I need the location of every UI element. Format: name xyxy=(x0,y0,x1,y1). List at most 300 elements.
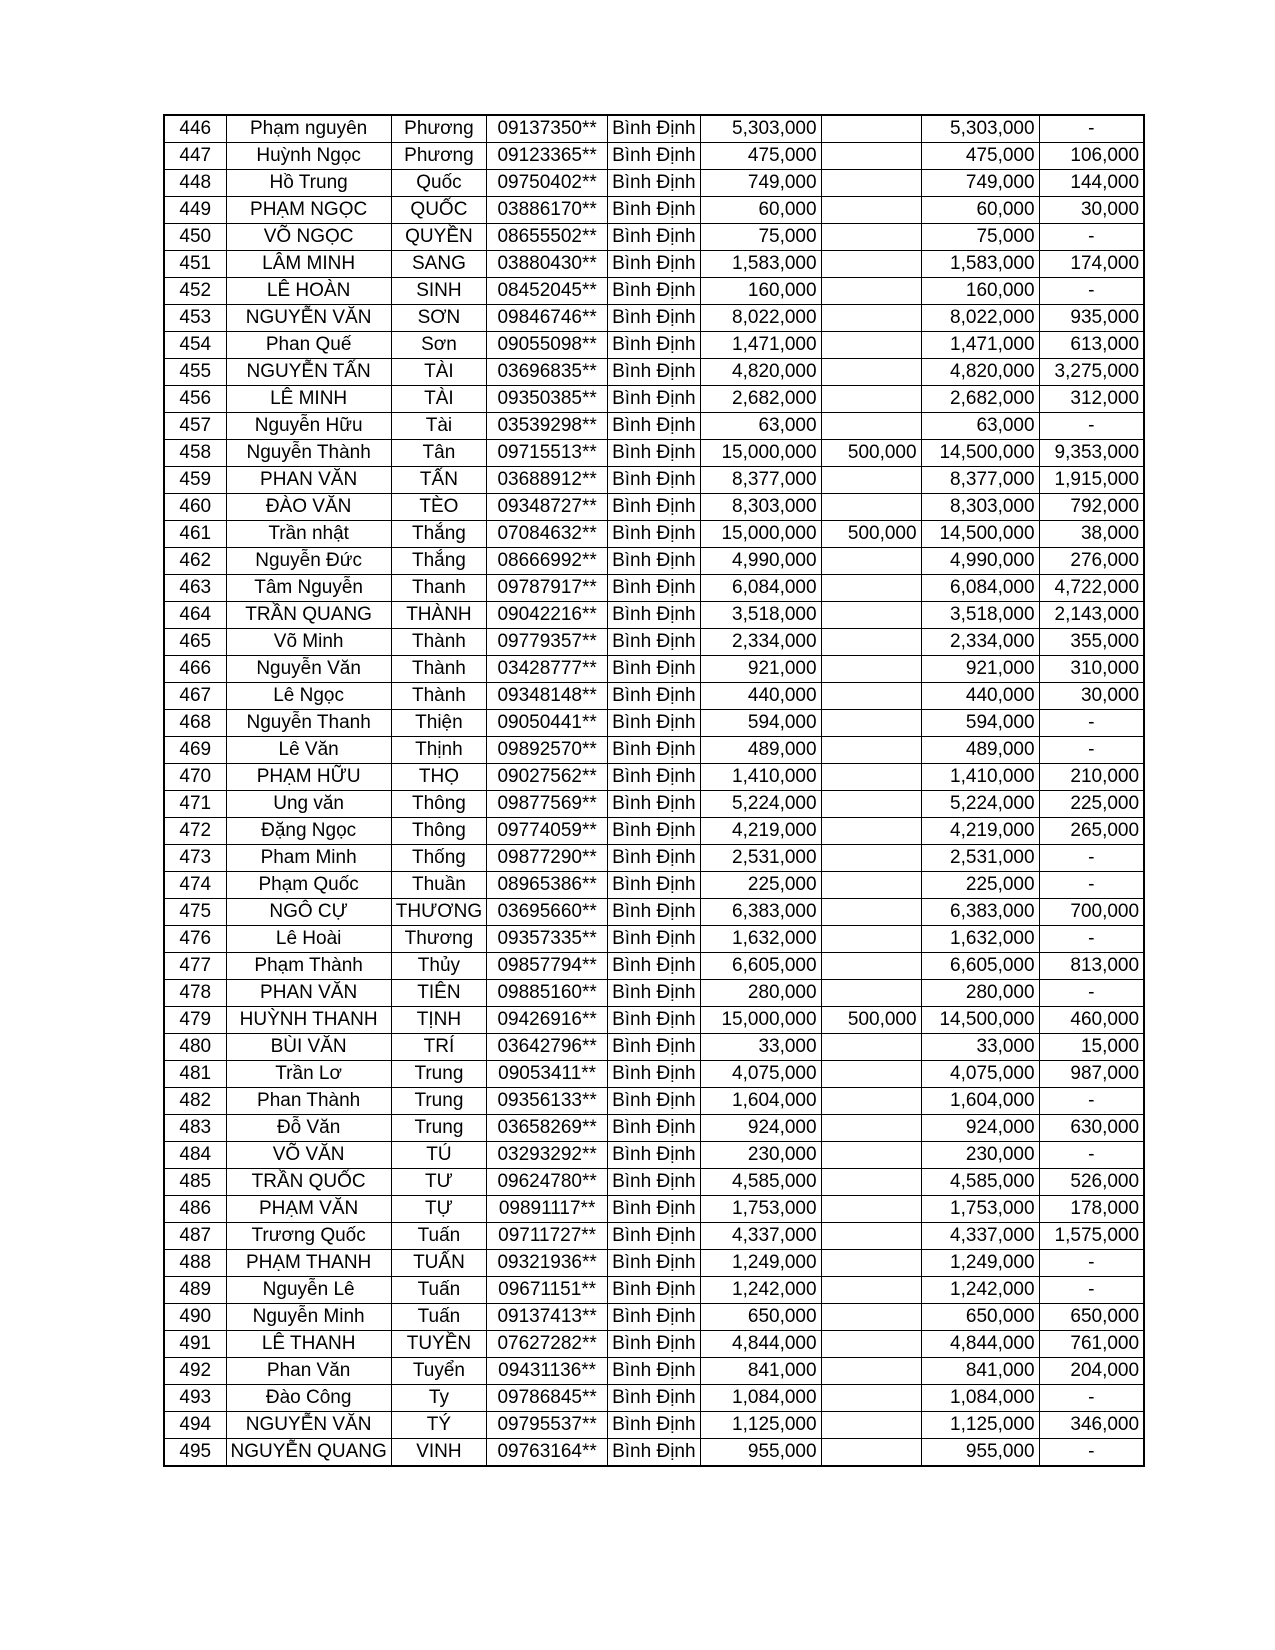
phone-cell: 09671151** xyxy=(487,1277,608,1304)
amount-cell: 924,000 xyxy=(700,1115,821,1142)
net-amount-cell: 14,500,000 xyxy=(921,1007,1039,1034)
province-cell: Bình Định xyxy=(608,575,700,602)
province-cell: Bình Định xyxy=(608,1088,700,1115)
surname-cell: Huỳnh Ngọc xyxy=(226,143,391,170)
surname-cell: PHẠM NGỌC xyxy=(226,197,391,224)
phone-cell: 03539298** xyxy=(487,413,608,440)
net-amount-cell: 75,000 xyxy=(921,224,1039,251)
balance-cell: 30,000 xyxy=(1039,683,1144,710)
amount-cell: 4,990,000 xyxy=(700,548,821,575)
row-number: 485 xyxy=(164,1169,226,1196)
phone-cell: 09357335** xyxy=(487,926,608,953)
given-name-cell: Thanh xyxy=(391,575,486,602)
given-name-cell: SINH xyxy=(391,278,486,305)
province-cell: Bình Định xyxy=(608,278,700,305)
balance-cell: 526,000 xyxy=(1039,1169,1144,1196)
row-number: 456 xyxy=(164,386,226,413)
surname-cell: Phạm nguyên xyxy=(226,115,391,143)
table-row xyxy=(164,1142,1144,1169)
table-row xyxy=(164,1331,1144,1358)
given-name-cell: VINH xyxy=(391,1439,486,1467)
given-name-cell: THỌ xyxy=(391,764,486,791)
surname-cell: HUỲNH THANH xyxy=(226,1007,391,1034)
row-number: 467 xyxy=(164,683,226,710)
balance-cell: 813,000 xyxy=(1039,953,1144,980)
phone-cell: 09750402** xyxy=(487,170,608,197)
deduction-cell xyxy=(821,818,921,845)
table-row xyxy=(164,1304,1144,1331)
province-cell: Bình Định xyxy=(608,413,700,440)
province-cell: Bình Định xyxy=(608,710,700,737)
amount-cell: 1,249,000 xyxy=(700,1250,821,1277)
surname-cell: NGÔ CỰ xyxy=(226,899,391,926)
given-name-cell: TRÍ xyxy=(391,1034,486,1061)
amount-cell: 5,224,000 xyxy=(700,791,821,818)
province-cell: Bình Định xyxy=(608,197,700,224)
row-number: 474 xyxy=(164,872,226,899)
net-amount-cell: 3,518,000 xyxy=(921,602,1039,629)
balance-cell: 355,000 xyxy=(1039,629,1144,656)
deduction-cell xyxy=(821,791,921,818)
table-row xyxy=(164,143,1144,170)
amount-cell: 8,377,000 xyxy=(700,467,821,494)
surname-cell: PHẠM HỮU xyxy=(226,764,391,791)
surname-cell: Lê Hoài xyxy=(226,926,391,953)
deduction-cell xyxy=(821,629,921,656)
net-amount-cell: 4,337,000 xyxy=(921,1223,1039,1250)
table-row xyxy=(164,764,1144,791)
surname-cell: Đỗ Văn xyxy=(226,1115,391,1142)
row-number: 453 xyxy=(164,305,226,332)
row-number: 455 xyxy=(164,359,226,386)
net-amount-cell: 8,022,000 xyxy=(921,305,1039,332)
row-number: 492 xyxy=(164,1358,226,1385)
net-amount-cell: 4,219,000 xyxy=(921,818,1039,845)
net-amount-cell: 1,604,000 xyxy=(921,1088,1039,1115)
net-amount-cell: 1,410,000 xyxy=(921,764,1039,791)
surname-cell: Phan Thành xyxy=(226,1088,391,1115)
table-row xyxy=(164,737,1144,764)
phone-cell: 09053411** xyxy=(487,1061,608,1088)
surname-cell: NGUYỄN QUANG xyxy=(226,1439,391,1467)
balance-cell: 265,000 xyxy=(1039,818,1144,845)
row-number: 486 xyxy=(164,1196,226,1223)
surname-cell: PHẠM THANH xyxy=(226,1250,391,1277)
row-number: 483 xyxy=(164,1115,226,1142)
phone-cell: 09027562** xyxy=(487,764,608,791)
net-amount-cell: 8,377,000 xyxy=(921,467,1039,494)
given-name-cell: TÚ xyxy=(391,1142,486,1169)
given-name-cell: Thuần xyxy=(391,872,486,899)
net-amount-cell: 4,844,000 xyxy=(921,1331,1039,1358)
phone-cell: 09431136** xyxy=(487,1358,608,1385)
province-cell: Bình Định xyxy=(608,1304,700,1331)
province-cell: Bình Định xyxy=(608,143,700,170)
row-number: 457 xyxy=(164,413,226,440)
table-row xyxy=(164,683,1144,710)
surname-cell: Đào Công xyxy=(226,1385,391,1412)
net-amount-cell: 8,303,000 xyxy=(921,494,1039,521)
amount-cell: 280,000 xyxy=(700,980,821,1007)
phone-cell: 09787917** xyxy=(487,575,608,602)
phone-cell: 07084632** xyxy=(487,521,608,548)
province-cell: Bình Định xyxy=(608,115,700,143)
net-amount-cell: 14,500,000 xyxy=(921,521,1039,548)
net-amount-cell: 594,000 xyxy=(921,710,1039,737)
phone-cell: 03688912** xyxy=(487,467,608,494)
row-number: 451 xyxy=(164,251,226,278)
balance-cell: - xyxy=(1039,845,1144,872)
balance-cell: - xyxy=(1039,710,1144,737)
province-cell: Bình Định xyxy=(608,845,700,872)
province-cell: Bình Định xyxy=(608,359,700,386)
row-number: 489 xyxy=(164,1277,226,1304)
table-row xyxy=(164,629,1144,656)
deduction-cell xyxy=(821,332,921,359)
row-number: 493 xyxy=(164,1385,226,1412)
balance-cell: 178,000 xyxy=(1039,1196,1144,1223)
surname-cell: NGUYỄN VĂN xyxy=(226,1412,391,1439)
amount-cell: 75,000 xyxy=(700,224,821,251)
balance-cell: 346,000 xyxy=(1039,1412,1144,1439)
amount-cell: 1,084,000 xyxy=(700,1385,821,1412)
phone-cell: 03880430** xyxy=(487,251,608,278)
balance-cell: 3,275,000 xyxy=(1039,359,1144,386)
balance-cell: - xyxy=(1039,115,1144,143)
net-amount-cell: 4,585,000 xyxy=(921,1169,1039,1196)
balance-cell: 2,143,000 xyxy=(1039,602,1144,629)
row-number: 460 xyxy=(164,494,226,521)
amount-cell: 1,583,000 xyxy=(700,251,821,278)
surname-cell: LÊ THANH xyxy=(226,1331,391,1358)
province-cell: Bình Định xyxy=(608,1007,700,1034)
table-row xyxy=(164,1061,1144,1088)
phone-cell: 09055098** xyxy=(487,332,608,359)
table-row xyxy=(164,278,1144,305)
balance-cell: 630,000 xyxy=(1039,1115,1144,1142)
given-name-cell: THƯƠNG xyxy=(391,899,486,926)
surname-cell: Hồ Trung xyxy=(226,170,391,197)
given-name-cell: SƠN xyxy=(391,305,486,332)
province-cell: Bình Định xyxy=(608,521,700,548)
table-row xyxy=(164,1007,1144,1034)
table-row xyxy=(164,1250,1144,1277)
net-amount-cell: 1,583,000 xyxy=(921,251,1039,278)
amount-cell: 841,000 xyxy=(700,1358,821,1385)
balance-cell: - xyxy=(1039,278,1144,305)
given-name-cell: TÈO xyxy=(391,494,486,521)
province-cell: Bình Định xyxy=(608,305,700,332)
surname-cell: Đặng Ngọc xyxy=(226,818,391,845)
table-row xyxy=(164,1385,1144,1412)
province-cell: Bình Định xyxy=(608,1331,700,1358)
deduction-cell xyxy=(821,1277,921,1304)
phone-cell: 09846746** xyxy=(487,305,608,332)
amount-cell: 4,820,000 xyxy=(700,359,821,386)
row-number: 473 xyxy=(164,845,226,872)
row-number: 446 xyxy=(164,115,226,143)
surname-cell: Trần Lơ xyxy=(226,1061,391,1088)
surname-cell: Nguyễn Lê xyxy=(226,1277,391,1304)
table-row xyxy=(164,413,1144,440)
given-name-cell: Trung xyxy=(391,1088,486,1115)
row-number: 495 xyxy=(164,1439,226,1467)
deduction-cell xyxy=(821,1331,921,1358)
given-name-cell: Sơn xyxy=(391,332,486,359)
net-amount-cell: 1,084,000 xyxy=(921,1385,1039,1412)
net-amount-cell: 1,471,000 xyxy=(921,332,1039,359)
balance-cell: 310,000 xyxy=(1039,656,1144,683)
balance-cell: 792,000 xyxy=(1039,494,1144,521)
amount-cell: 225,000 xyxy=(700,872,821,899)
balance-cell: 1,915,000 xyxy=(1039,467,1144,494)
surname-cell: PHAN VĂN xyxy=(226,980,391,1007)
amount-cell: 4,844,000 xyxy=(700,1331,821,1358)
surname-cell: VÕ NGỌC xyxy=(226,224,391,251)
amount-cell: 63,000 xyxy=(700,413,821,440)
amount-cell: 5,303,000 xyxy=(700,115,821,143)
given-name-cell: TƯ xyxy=(391,1169,486,1196)
net-amount-cell: 5,303,000 xyxy=(921,115,1039,143)
amount-cell: 8,022,000 xyxy=(700,305,821,332)
row-number: 480 xyxy=(164,1034,226,1061)
surname-cell: Võ Minh xyxy=(226,629,391,656)
amount-cell: 160,000 xyxy=(700,278,821,305)
surname-cell: Nguyễn Minh xyxy=(226,1304,391,1331)
amount-cell: 2,682,000 xyxy=(700,386,821,413)
surname-cell: Lê Văn xyxy=(226,737,391,764)
amount-cell: 4,585,000 xyxy=(700,1169,821,1196)
deduction-cell xyxy=(821,115,921,143)
row-number: 494 xyxy=(164,1412,226,1439)
deduction-cell xyxy=(821,1304,921,1331)
province-cell: Bình Định xyxy=(608,251,700,278)
deduction-cell xyxy=(821,170,921,197)
province-cell: Bình Định xyxy=(608,170,700,197)
table-row xyxy=(164,521,1144,548)
phone-cell: 08965386** xyxy=(487,872,608,899)
province-cell: Bình Định xyxy=(608,1061,700,1088)
balance-cell: 9,353,000 xyxy=(1039,440,1144,467)
net-amount-cell: 33,000 xyxy=(921,1034,1039,1061)
row-number: 478 xyxy=(164,980,226,1007)
deduction-cell xyxy=(821,224,921,251)
province-cell: Bình Định xyxy=(608,1034,700,1061)
balance-cell: 144,000 xyxy=(1039,170,1144,197)
deduction-cell xyxy=(821,683,921,710)
province-cell: Bình Định xyxy=(608,1277,700,1304)
row-number: 465 xyxy=(164,629,226,656)
net-amount-cell: 6,605,000 xyxy=(921,953,1039,980)
phone-cell: 09042216** xyxy=(487,602,608,629)
deduction-cell xyxy=(821,1385,921,1412)
net-amount-cell: 5,224,000 xyxy=(921,791,1039,818)
net-amount-cell: 955,000 xyxy=(921,1439,1039,1467)
phone-cell: 03658269** xyxy=(487,1115,608,1142)
deduction-cell: 500,000 xyxy=(821,1007,921,1034)
amount-cell: 60,000 xyxy=(700,197,821,224)
table-row xyxy=(164,710,1144,737)
phone-cell: 09321936** xyxy=(487,1250,608,1277)
deduction-cell xyxy=(821,548,921,575)
row-number: 447 xyxy=(164,143,226,170)
balance-cell: 312,000 xyxy=(1039,386,1144,413)
row-number: 450 xyxy=(164,224,226,251)
phone-cell: 09350385** xyxy=(487,386,608,413)
balance-cell: 204,000 xyxy=(1039,1358,1144,1385)
deduction-cell xyxy=(821,980,921,1007)
balance-cell: 613,000 xyxy=(1039,332,1144,359)
given-name-cell: Trung xyxy=(391,1115,486,1142)
amount-cell: 1,410,000 xyxy=(700,764,821,791)
phone-cell: 09137350** xyxy=(487,115,608,143)
row-number: 463 xyxy=(164,575,226,602)
deduction-cell xyxy=(821,872,921,899)
given-name-cell: TÀI xyxy=(391,386,486,413)
balance-cell: 106,000 xyxy=(1039,143,1144,170)
phone-cell: 09877569** xyxy=(487,791,608,818)
given-name-cell: Thắng xyxy=(391,521,486,548)
province-cell: Bình Định xyxy=(608,386,700,413)
deduction-cell xyxy=(821,1115,921,1142)
net-amount-cell: 6,084,000 xyxy=(921,575,1039,602)
deduction-cell: 500,000 xyxy=(821,521,921,548)
deduction-cell xyxy=(821,1358,921,1385)
deduction-cell xyxy=(821,656,921,683)
net-amount-cell: 1,632,000 xyxy=(921,926,1039,953)
given-name-cell: Ty xyxy=(391,1385,486,1412)
province-cell: Bình Định xyxy=(608,494,700,521)
given-name-cell: Thông xyxy=(391,791,486,818)
balance-cell: - xyxy=(1039,980,1144,1007)
row-number: 469 xyxy=(164,737,226,764)
province-cell: Bình Định xyxy=(608,818,700,845)
row-number: 471 xyxy=(164,791,226,818)
surname-cell: Nguyễn Thành xyxy=(226,440,391,467)
deduction-cell: 500,000 xyxy=(821,440,921,467)
phone-cell: 09356133** xyxy=(487,1088,608,1115)
amount-cell: 6,605,000 xyxy=(700,953,821,980)
surname-cell: Phan Quế xyxy=(226,332,391,359)
net-amount-cell: 440,000 xyxy=(921,683,1039,710)
province-cell: Bình Định xyxy=(608,791,700,818)
table-row xyxy=(164,1115,1144,1142)
net-amount-cell: 1,753,000 xyxy=(921,1196,1039,1223)
row-number: 448 xyxy=(164,170,226,197)
row-number: 459 xyxy=(164,467,226,494)
table-row xyxy=(164,1034,1144,1061)
given-name-cell: TỰ xyxy=(391,1196,486,1223)
row-number: 464 xyxy=(164,602,226,629)
row-number: 481 xyxy=(164,1061,226,1088)
table-row xyxy=(164,467,1144,494)
phone-cell: 09774059** xyxy=(487,818,608,845)
deduction-cell xyxy=(821,845,921,872)
table-row xyxy=(164,1088,1144,1115)
deduction-cell xyxy=(821,413,921,440)
balance-cell: 38,000 xyxy=(1039,521,1144,548)
net-amount-cell: 749,000 xyxy=(921,170,1039,197)
table-row xyxy=(164,359,1144,386)
province-cell: Bình Định xyxy=(608,629,700,656)
table-row xyxy=(164,1169,1144,1196)
deduction-cell xyxy=(821,1061,921,1088)
amount-cell: 8,303,000 xyxy=(700,494,821,521)
row-number: 466 xyxy=(164,656,226,683)
surname-cell: PHAN VĂN xyxy=(226,467,391,494)
net-amount-cell: 4,075,000 xyxy=(921,1061,1039,1088)
province-cell: Bình Định xyxy=(608,980,700,1007)
table-row xyxy=(164,899,1144,926)
deduction-cell xyxy=(821,710,921,737)
phone-cell: 09857794** xyxy=(487,953,608,980)
province-cell: Bình Định xyxy=(608,440,700,467)
table-row xyxy=(164,656,1144,683)
surname-cell: PHẠM VĂN xyxy=(226,1196,391,1223)
row-number: 484 xyxy=(164,1142,226,1169)
table-row xyxy=(164,926,1144,953)
province-cell: Bình Định xyxy=(608,656,700,683)
given-name-cell: Thông xyxy=(391,818,486,845)
surname-cell: Nguyễn Thanh xyxy=(226,710,391,737)
phone-cell: 09795537** xyxy=(487,1412,608,1439)
surname-cell: Lê Ngọc xyxy=(226,683,391,710)
row-number: 461 xyxy=(164,521,226,548)
deduction-cell xyxy=(821,575,921,602)
balance-cell: - xyxy=(1039,1142,1144,1169)
phone-cell: 09892570** xyxy=(487,737,608,764)
net-amount-cell: 2,531,000 xyxy=(921,845,1039,872)
row-number: 468 xyxy=(164,710,226,737)
amount-cell: 1,632,000 xyxy=(700,926,821,953)
amount-cell: 1,471,000 xyxy=(700,332,821,359)
given-name-cell: QUYỀN xyxy=(391,224,486,251)
surname-cell: Phạm Thành xyxy=(226,953,391,980)
deduction-cell xyxy=(821,278,921,305)
balance-cell: 174,000 xyxy=(1039,251,1144,278)
balance-cell: 225,000 xyxy=(1039,791,1144,818)
deduction-cell xyxy=(821,1142,921,1169)
table-row xyxy=(164,224,1144,251)
amount-cell: 955,000 xyxy=(700,1439,821,1467)
deduction-cell xyxy=(821,737,921,764)
row-number: 462 xyxy=(164,548,226,575)
amount-cell: 440,000 xyxy=(700,683,821,710)
surname-cell: Nguyễn Văn xyxy=(226,656,391,683)
table-row xyxy=(164,197,1144,224)
balance-cell: - xyxy=(1039,224,1144,251)
row-number: 476 xyxy=(164,926,226,953)
phone-cell: 03696835** xyxy=(487,359,608,386)
amount-cell: 2,531,000 xyxy=(700,845,821,872)
row-number: 470 xyxy=(164,764,226,791)
deduction-cell xyxy=(821,386,921,413)
table-row xyxy=(164,1277,1144,1304)
province-cell: Bình Định xyxy=(608,737,700,764)
amount-cell: 15,000,000 xyxy=(700,1007,821,1034)
table-row xyxy=(164,305,1144,332)
deduction-cell xyxy=(821,602,921,629)
given-name-cell: Thống xyxy=(391,845,486,872)
surname-cell: Nguyễn Hữu xyxy=(226,413,391,440)
net-amount-cell: 225,000 xyxy=(921,872,1039,899)
surname-cell: TRẦN QUỐC xyxy=(226,1169,391,1196)
surname-cell: Phan Văn xyxy=(226,1358,391,1385)
surname-cell: Pham Minh xyxy=(226,845,391,872)
row-number: 452 xyxy=(164,278,226,305)
phone-cell: 09050441** xyxy=(487,710,608,737)
province-cell: Bình Định xyxy=(608,1439,700,1467)
